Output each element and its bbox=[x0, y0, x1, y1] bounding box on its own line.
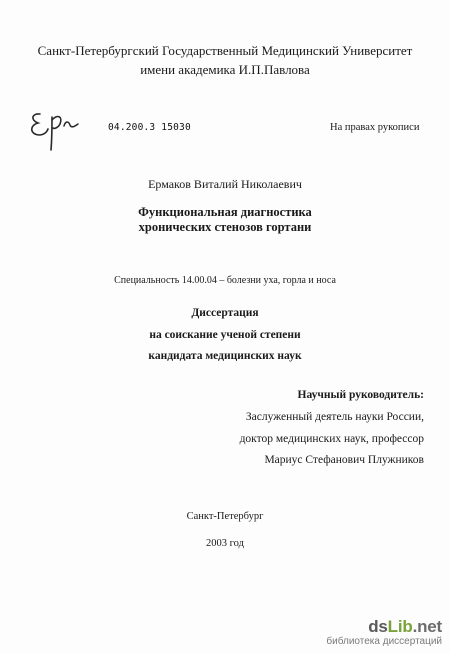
handwritten-signature bbox=[26, 104, 88, 156]
supervisor-honorary-title: Заслуженный деятель науки России, bbox=[245, 411, 424, 423]
degree-name: кандидата медицинских наук bbox=[148, 350, 302, 362]
thesis-title-line-2: хронических стенозов гортани bbox=[138, 220, 312, 234]
publication-year: 2003 год bbox=[206, 538, 244, 549]
registration-stamp-number: 04.200.3 15030 bbox=[108, 122, 191, 133]
watermark-subtitle: библиотека диссертаций bbox=[326, 636, 442, 647]
publication-city: Санкт-Петербург bbox=[186, 511, 264, 522]
supervisor-heading: Научный руководитель: bbox=[297, 389, 424, 401]
supervisor-academic-title: доктор медицинских наук, профессор bbox=[239, 433, 424, 445]
author-name: Ермаков Виталий Николаевич bbox=[148, 177, 302, 191]
dslib-logo[interactable]: dsLib.net bbox=[368, 617, 442, 636]
dslib-watermark[interactable] bbox=[326, 618, 442, 647]
thesis-title-line-1: Функциональная диагностика bbox=[138, 205, 312, 219]
university-dedication: имени академика И.П.Павлова bbox=[140, 62, 310, 77]
supervisor-name: Мариус Стефанович Плужников bbox=[264, 454, 424, 466]
manuscript-rights-note: На правах рукописи bbox=[330, 122, 420, 133]
university-name: Санкт-Петербургский Государственный Медицинский Университет bbox=[37, 43, 413, 58]
degree-purpose: на соискание ученой степени bbox=[149, 329, 301, 341]
dissertation-label: Диссертация bbox=[191, 307, 259, 319]
specialty-line: Специальность 14.00.04 – болезни уха, горла и носа bbox=[114, 275, 336, 286]
